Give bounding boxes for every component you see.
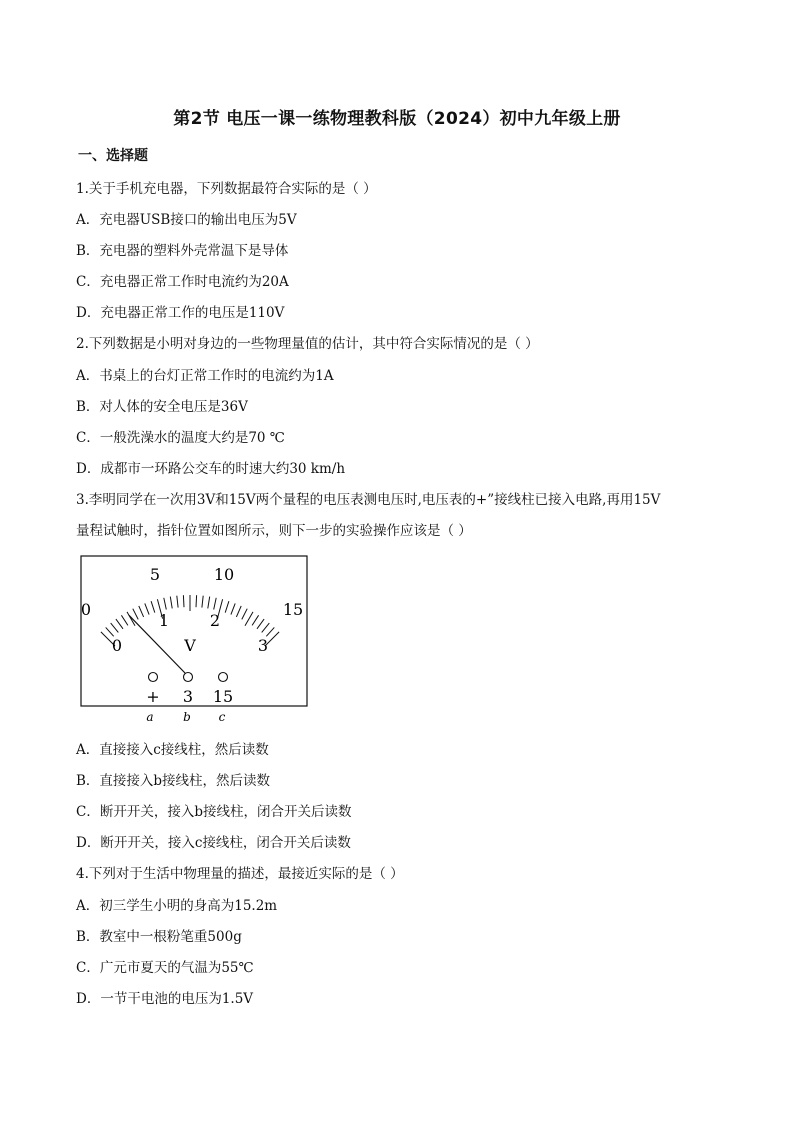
inner-scale-label-1: 1 xyxy=(158,611,170,630)
scale-tick xyxy=(262,623,270,632)
question-1-option-d: D．充电器正常工作的电压是110V xyxy=(76,305,285,321)
inner-scale-label-2: 2 xyxy=(209,611,221,630)
scale-tick xyxy=(231,603,235,614)
question-1-option-c: C．充电器正常工作时电流约为20A xyxy=(76,274,289,290)
scale-tick xyxy=(208,597,210,609)
question-3-option-a: A．直接接入c接线柱，然后读数 xyxy=(76,742,269,758)
scale-tick xyxy=(106,627,114,636)
section-heading: 一、选择题 xyxy=(78,148,148,164)
terminal-letter-c: c xyxy=(218,710,226,724)
question-4-option-d: D．一节干电池的电压为1.5V xyxy=(76,991,254,1007)
question-3-stem-line-1: 3.李明同学在一次用3V和15V两个量程的电压表测电压时,电压表的+”接线柱已接入电路,再用15V xyxy=(76,492,661,508)
inner-scale-label-3: 3 xyxy=(257,636,269,655)
scale-tick xyxy=(252,615,259,625)
question-2-option-b: B．对人体的安全电压是36V xyxy=(76,399,248,415)
question-3-stem-line-2: 量程试触时，指针位置如图所示，则下一步的实验操作应该是（ ） xyxy=(76,523,472,539)
terminal-15v xyxy=(219,673,228,682)
terminal-letter-a: a xyxy=(146,710,154,724)
question-4-option-a: A．初三学生小明的身高为15.2m xyxy=(76,898,278,914)
question-2-stem: 2.下列数据是小明对身边的一些物理量值的估计，其中符合实际情况的是（ ） xyxy=(76,336,539,352)
scale-tick xyxy=(242,609,247,620)
question-1-option-b: B．充电器的塑料外壳常温下是导体 xyxy=(76,243,289,259)
scale-tick xyxy=(133,609,138,620)
scale-tick xyxy=(116,619,123,629)
voltmeter-frame xyxy=(81,556,307,706)
voltmeter-svg xyxy=(78,553,338,733)
unit-label: V xyxy=(184,636,196,655)
scale-tick xyxy=(177,596,178,608)
scale-tick xyxy=(111,623,119,632)
voltmeter-needle xyxy=(129,615,185,673)
voltmeter-figure xyxy=(78,553,338,737)
question-3-option-b: B．直接接入b接线柱，然后读数 xyxy=(76,773,271,789)
scale-tick xyxy=(257,619,264,629)
scale-tick xyxy=(127,612,135,626)
outer-scale-label-15: 15 xyxy=(282,600,304,619)
terminal-15v-label: 15 xyxy=(212,687,234,706)
question-1-stem: 1.关于手机充电器，下列数据最符合实际的是（ ） xyxy=(76,181,377,197)
terminal-letter-b: b xyxy=(183,710,191,724)
scale-tick xyxy=(245,612,253,626)
terminal-plus-label: + xyxy=(146,687,160,706)
terminal-plus xyxy=(149,673,158,682)
scale-tick xyxy=(214,598,217,610)
scale-tick xyxy=(145,603,149,614)
page-title: 第2节 电压一课一练物理教科版（2024）初中九年级上册 xyxy=(173,109,621,129)
scale-tick xyxy=(164,598,167,610)
inner-scale-label-0: 0 xyxy=(111,636,123,655)
question-2-option-d: D．成都市一环路公交车的时速大约30 km/h xyxy=(76,461,346,477)
question-1-option-a: A．充电器USB接口的输出电压为5V xyxy=(76,212,297,228)
question-4-stem: 4.下列对于生活中物理量的描述，最接近实际的是（ ） xyxy=(76,866,404,882)
scale-tick xyxy=(183,595,184,607)
outer-scale-label-0: 0 xyxy=(80,600,92,619)
question-2-option-c: C．一般洗澡水的温度大约是70 ℃ xyxy=(76,430,285,446)
scale-tick xyxy=(151,601,155,612)
question-4-option-c: C．广元市夏天的气温为55℃ xyxy=(76,960,254,976)
question-3-option-c: C．断开开关，接入b接线柱，闭合开关后读数 xyxy=(76,804,352,820)
question-4-option-b: B．教室中一根粉笔重500g xyxy=(76,929,242,945)
scale-tick xyxy=(139,606,144,617)
terminal-3v-label: 3 xyxy=(182,687,194,706)
question-2-option-a: A．书桌上的台灯正常工作时的电流约为1A xyxy=(76,368,334,384)
scale-tick xyxy=(236,606,241,617)
outer-scale-label-10: 10 xyxy=(213,565,235,584)
scale-tick xyxy=(196,595,197,607)
terminal-3v xyxy=(184,673,193,682)
scale-tick xyxy=(266,627,274,636)
scale-tick xyxy=(202,596,203,608)
scale-tick xyxy=(121,615,128,625)
scale-tick xyxy=(170,597,172,609)
scale-tick xyxy=(225,601,229,612)
question-3-option-d: D．断开开关，接入c接线柱，闭合开关后读数 xyxy=(76,835,351,851)
outer-scale-label-5: 5 xyxy=(149,565,161,584)
